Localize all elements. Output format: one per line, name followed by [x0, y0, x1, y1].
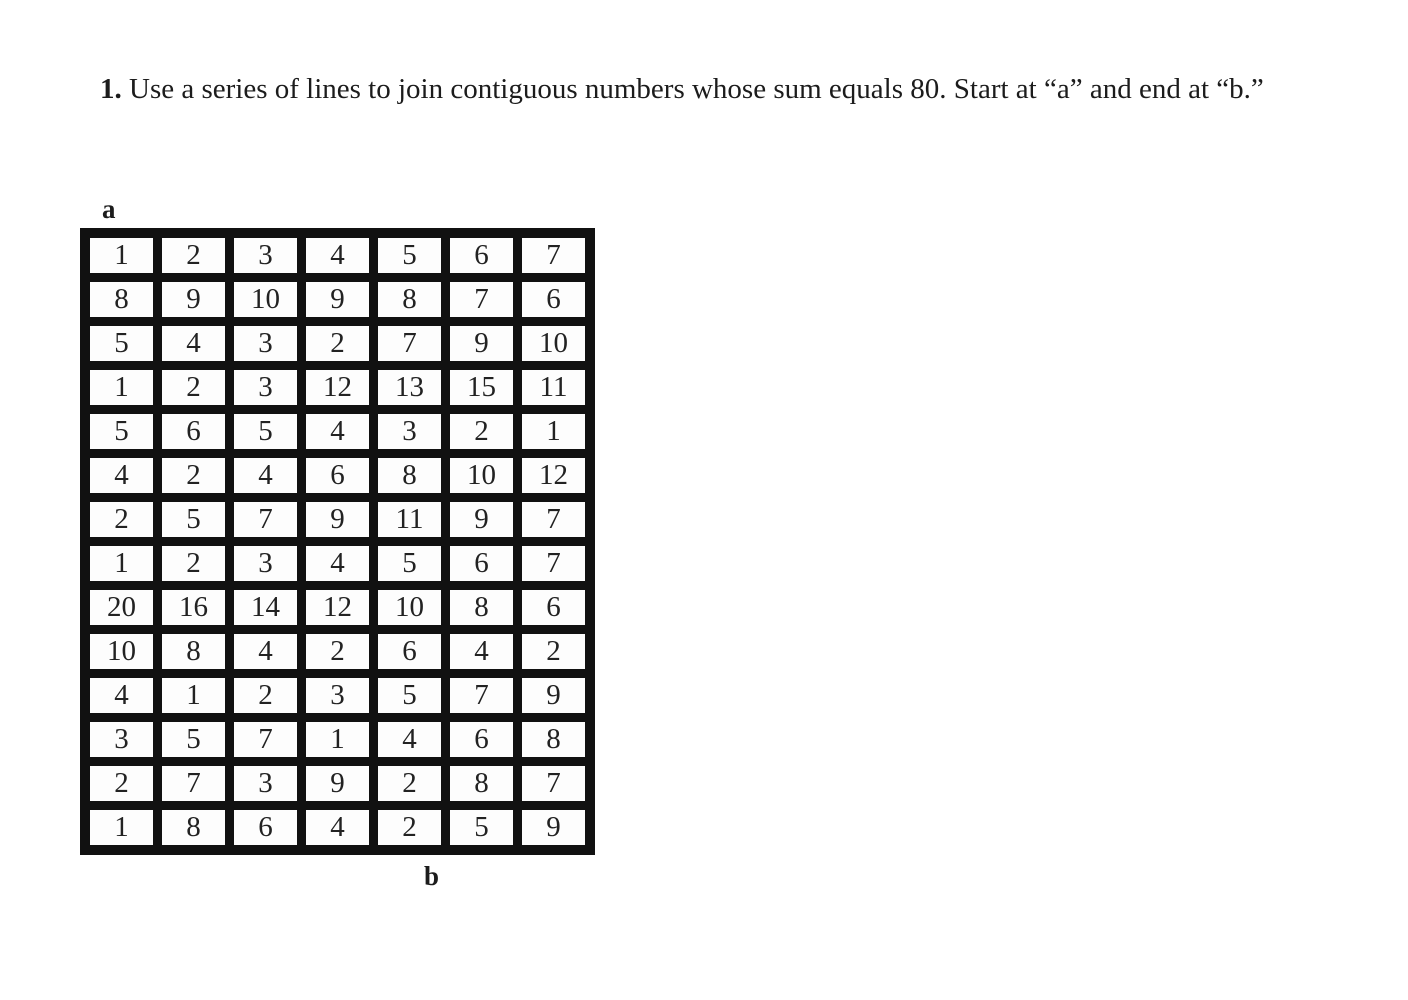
grid-cell: 10 — [87, 631, 156, 672]
grid-cell: 2 — [447, 411, 516, 452]
grid-cell: 11 — [375, 499, 444, 540]
grid-cell: 3 — [231, 367, 300, 408]
grid-cell: 9 — [303, 763, 372, 804]
grid-body — [87, 235, 588, 848]
grid-cell: 7 — [519, 543, 588, 584]
grid-cell: 10 — [231, 279, 300, 320]
grid-cell: 7 — [159, 763, 228, 804]
grid-row — [87, 323, 588, 364]
grid-cell: 7 — [447, 279, 516, 320]
grid-cell: 9 — [447, 323, 516, 364]
grid-cell: 6 — [303, 455, 372, 496]
grid-cell: 6 — [375, 631, 444, 672]
grid-cell: 1 — [159, 675, 228, 716]
grid-cell: 12 — [303, 367, 372, 408]
grid-cell: 11 — [519, 367, 588, 408]
grid-row — [87, 455, 588, 496]
grid-cell: 7 — [447, 675, 516, 716]
grid-cell: 4 — [447, 631, 516, 672]
grid-cell: 5 — [447, 807, 516, 848]
grid-cell: 13 — [375, 367, 444, 408]
grid-cell: 2 — [87, 499, 156, 540]
grid-cell: 2 — [159, 367, 228, 408]
grid-cell: 1 — [87, 807, 156, 848]
grid-cell: 20 — [87, 587, 156, 628]
grid-cell: 6 — [447, 235, 516, 276]
grid-cell: 1 — [87, 235, 156, 276]
instruction-number: 1. — [100, 73, 122, 105]
number-grid — [80, 228, 595, 855]
grid-cell: 3 — [231, 543, 300, 584]
grid-cell: 6 — [231, 807, 300, 848]
grid-cell: 4 — [87, 675, 156, 716]
grid-cell: 2 — [303, 631, 372, 672]
grid-cell: 4 — [303, 807, 372, 848]
grid-cell: 5 — [159, 719, 228, 760]
grid-cell: 2 — [375, 763, 444, 804]
grid-cell: 2 — [375, 807, 444, 848]
grid-cell: 2 — [231, 675, 300, 716]
grid-cell: 8 — [447, 587, 516, 628]
grid-cell: 9 — [519, 807, 588, 848]
grid-cell: 2 — [303, 323, 372, 364]
grid-row — [87, 279, 588, 320]
grid-cell: 8 — [447, 763, 516, 804]
grid-cell: 6 — [447, 719, 516, 760]
grid-row — [87, 807, 588, 848]
grid-cell: 6 — [159, 411, 228, 452]
grid-cell: 2 — [159, 543, 228, 584]
grid-cell: 1 — [303, 719, 372, 760]
grid-cell: 2 — [519, 631, 588, 672]
grid-cell: 10 — [375, 587, 444, 628]
grid-cell: 3 — [231, 763, 300, 804]
grid-cell: 5 — [375, 235, 444, 276]
grid-cell: 5 — [231, 411, 300, 452]
grid-cell: 12 — [519, 455, 588, 496]
grid-cell: 9 — [303, 499, 372, 540]
grid-row — [87, 675, 588, 716]
grid-cell: 4 — [231, 455, 300, 496]
grid-cell: 8 — [375, 455, 444, 496]
grid-cell: 15 — [447, 367, 516, 408]
grid-cell: 4 — [159, 323, 228, 364]
grid-cell: 8 — [87, 279, 156, 320]
grid-row — [87, 411, 588, 452]
grid-cell: 7 — [375, 323, 444, 364]
grid-cell: 6 — [447, 543, 516, 584]
grid-cell: 4 — [87, 455, 156, 496]
grid-cell: 7 — [231, 719, 300, 760]
grid-cell: 3 — [375, 411, 444, 452]
grid-cell: 16 — [159, 587, 228, 628]
start-label-a: a — [102, 194, 116, 224]
grid-cell: 6 — [519, 587, 588, 628]
grid-cell: 2 — [87, 763, 156, 804]
grid-cell: 3 — [303, 675, 372, 716]
instruction-text — [100, 68, 1392, 110]
grid-cell: 5 — [87, 323, 156, 364]
grid-cell: 12 — [303, 587, 372, 628]
grid-cell: 8 — [159, 631, 228, 672]
grid-row — [87, 499, 588, 540]
grid-cell: 7 — [519, 499, 588, 540]
grid-cell: 9 — [519, 675, 588, 716]
grid-cell: 4 — [303, 235, 372, 276]
grid-cell: 2 — [159, 235, 228, 276]
grid-cell: 1 — [519, 411, 588, 452]
grid-cell: 4 — [303, 543, 372, 584]
grid-cell: 3 — [231, 235, 300, 276]
grid-cell: 5 — [375, 543, 444, 584]
grid-cell: 4 — [303, 411, 372, 452]
grid-cell: 3 — [231, 323, 300, 364]
grid-row — [87, 367, 588, 408]
end-label-b: b — [424, 861, 440, 891]
grid-cell: 8 — [375, 279, 444, 320]
grid-row — [87, 631, 588, 672]
grid-cell: 7 — [231, 499, 300, 540]
grid-row — [87, 587, 588, 628]
grid-cell: 9 — [303, 279, 372, 320]
grid-cell: 2 — [159, 455, 228, 496]
grid-cell: 7 — [519, 763, 588, 804]
grid-cell: 1 — [87, 543, 156, 584]
grid-cell: 7 — [519, 235, 588, 276]
grid-cell: 10 — [519, 323, 588, 364]
grid-cell: 9 — [447, 499, 516, 540]
grid-cell: 1 — [87, 367, 156, 408]
grid-row — [87, 763, 588, 804]
instruction-body: Use a series of lines to join contiguous numbers whose sum equals 80. Start at “a” and end at “b.” — [129, 73, 1264, 105]
grid-cell: 3 — [87, 719, 156, 760]
grid-row — [87, 719, 588, 760]
grid-cell: 10 — [447, 455, 516, 496]
grid-cell: 6 — [519, 279, 588, 320]
grid-cell: 8 — [159, 807, 228, 848]
grid-cell: 5 — [375, 675, 444, 716]
grid-cell: 4 — [231, 631, 300, 672]
grid-cell: 14 — [231, 587, 300, 628]
grid-cell: 4 — [375, 719, 444, 760]
grid-cell: 9 — [159, 279, 228, 320]
grid-cell: 5 — [87, 411, 156, 452]
puzzle-grid-area — [80, 194, 680, 891]
grid-cell: 5 — [159, 499, 228, 540]
grid-cell: 8 — [519, 719, 588, 760]
grid-row — [87, 543, 588, 584]
grid-row — [87, 235, 588, 276]
